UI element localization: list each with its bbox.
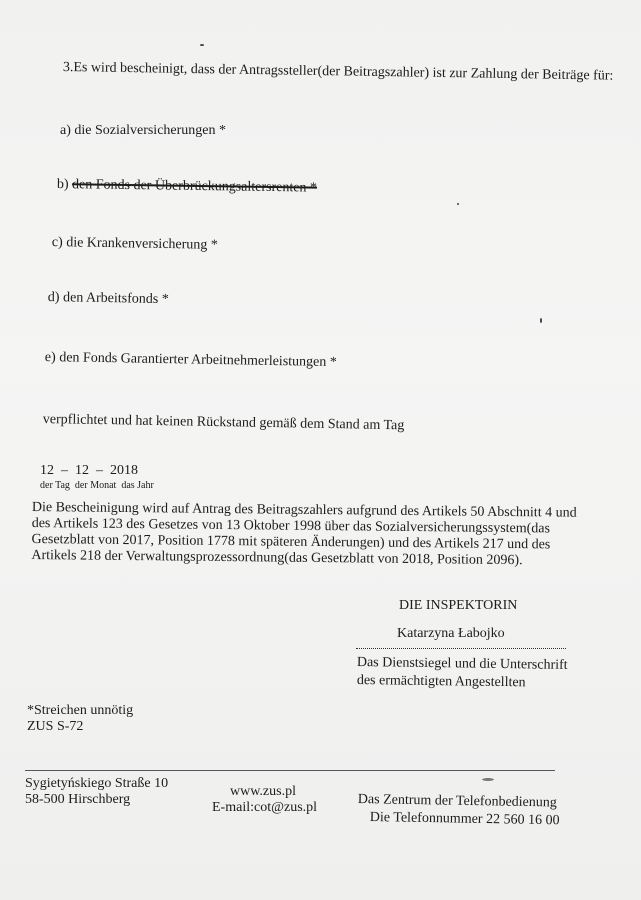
item-b bbox=[57, 177, 317, 197]
item-d-text: den Arbeitsfonds * bbox=[62, 290, 169, 308]
item-e bbox=[45, 350, 337, 371]
signature-dotted-line bbox=[356, 648, 566, 649]
item-d-prefix: d) bbox=[47, 290, 60, 306]
signature-caption-1: Das Dienstsiegel und die Unterschrift bbox=[356, 655, 568, 673]
certificate-date: 12 – 12 – 2018 bbox=[40, 463, 138, 478]
footer-address-street: Sygietyńskiego Straße 10 bbox=[25, 776, 169, 791]
signature-caption-2: des ermächtigten Angestellten bbox=[356, 673, 526, 691]
item-c bbox=[52, 235, 218, 254]
footer-email-link[interactable]: E-mail:cot@zus.pl bbox=[212, 800, 318, 815]
item-a-text: die Sozialversicherungen * bbox=[74, 123, 227, 138]
item-e-prefix: e) bbox=[44, 350, 56, 366]
item-e-text: den Fonds Garantierter Arbeitnehmerleistungen * bbox=[59, 350, 337, 371]
signer-role: DIE INSPEKTORIN bbox=[399, 598, 518, 613]
item-c-text: die Krankenversicherung * bbox=[66, 235, 218, 253]
form-code: ZUS S-72 bbox=[27, 719, 84, 734]
item-c-prefix: c) bbox=[51, 235, 63, 251]
item-b-prefix: b) bbox=[56, 177, 69, 193]
certificate-intro: 3.Es wird bescheinigt, dass der Antragssteller(der Beitragszahler) ist zur Zahlung der Beiträge für: bbox=[62, 60, 614, 84]
scan-speck bbox=[482, 778, 494, 781]
footer-phone: Die Telefonnummer 22 560 16 00 bbox=[369, 810, 560, 829]
footer-divider bbox=[25, 770, 555, 771]
date-caption: der Tag der Monat das Jahr bbox=[40, 480, 154, 491]
footer-contact-center: Das Zentrum der Telefonbedienung bbox=[357, 792, 557, 811]
item-a bbox=[60, 123, 226, 139]
item-a-prefix: a) bbox=[60, 123, 71, 138]
item-d bbox=[48, 290, 169, 308]
scan-speck bbox=[200, 44, 204, 46]
scan-speck bbox=[457, 203, 459, 205]
item-b-text-struck: den Fonds der Überbrückungsaltersrenten * bbox=[71, 177, 318, 196]
signer-name: Katarzyna Łabojko bbox=[397, 626, 505, 641]
strike-note: *Streichen unnötig bbox=[27, 703, 134, 718]
obligation-text: verpflichtet und hat keinen Rückstand gemäß dem Stand am Tag bbox=[42, 412, 405, 434]
footer-address-city: 58-500 Hirschberg bbox=[25, 792, 131, 807]
footer-web-link[interactable]: www.zus.pl bbox=[230, 784, 296, 799]
legal-basis-paragraph: Die Bescheinigung wird auf Antrag des Beitragszahlers aufgrund des Artikels 50 Abschnitt 4 und des Artikels 123 des Gesetzes von 13 Oktober 1998 über das Sozialversicherungssystem(das Gesetzblatt von 2017, Position 1778 mit späteren Änderungen) und des Artikels 217 und des Artikels 218 der Verwaltungsprozessordnung(das Gesetzblatt von 2018, Position 2096). bbox=[31, 500, 577, 569]
scan-speck bbox=[540, 318, 542, 323]
